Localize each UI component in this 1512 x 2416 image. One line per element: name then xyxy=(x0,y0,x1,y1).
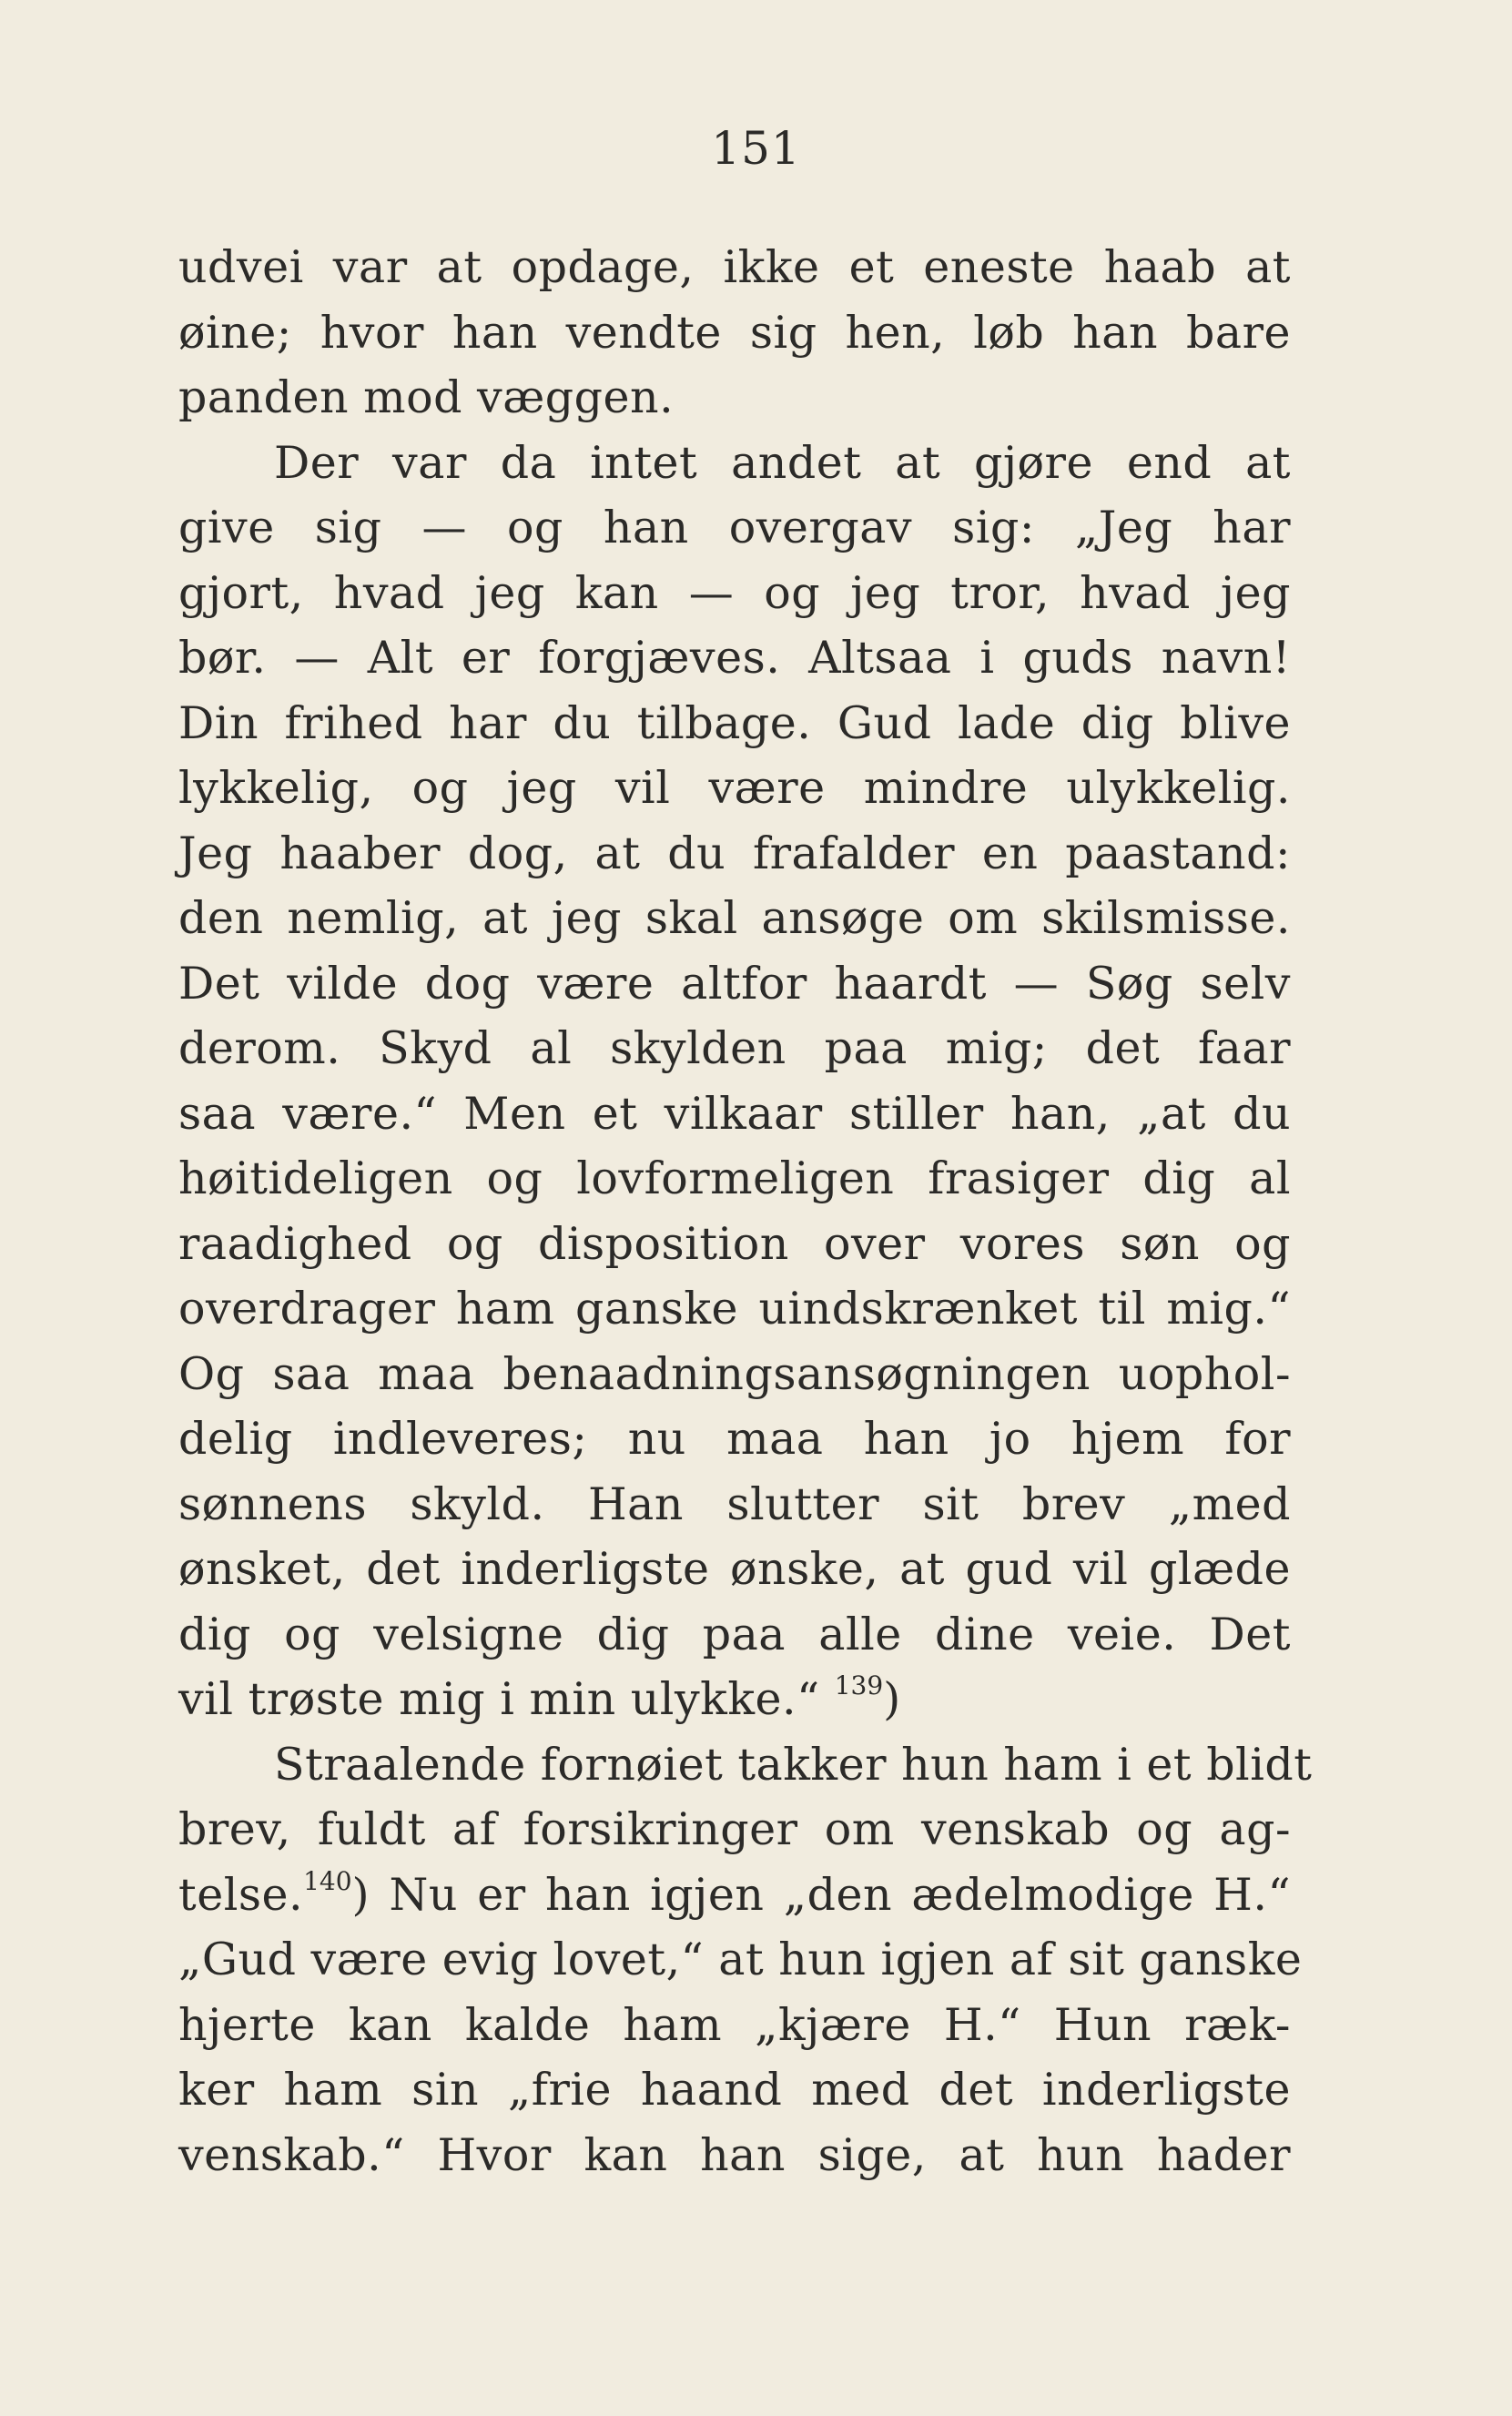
body-text xyxy=(178,235,1313,2188)
text-line: øine; hvor han vendte sig hen, løb han bare xyxy=(178,306,1291,359)
text-line-with-footnote xyxy=(178,1863,1291,1928)
text-line: delig indleveres; nu maa han jo hjem for xyxy=(178,1413,1291,1465)
text-line: brev, fuldt af forsikringer om venskab og ag- xyxy=(178,1803,1291,1855)
line-text-rest: ) Nu er han igjen „den ædelmodige H.“ xyxy=(351,1868,1291,1921)
text-line: udvei var at opdage, ikke et eneste haab at xyxy=(178,241,1291,293)
footnote-marker: 140 xyxy=(303,1865,352,1896)
text-line: hjerte kan kalde ham „kjære H.“ Hun ræk- xyxy=(178,1998,1291,2051)
text-line: bør. — Alt er forgjæves. Altsaa i guds navn! xyxy=(178,632,1291,684)
text-line: dig og velsigne dig paa alle dine veie. Det xyxy=(178,1608,1291,1660)
text-line: ker ham sin „frie haand med det inderligste xyxy=(178,2064,1291,2116)
footnote-marker: 139 xyxy=(834,1670,884,1700)
text-line: Straalende fornøiet takker hun ham i et blidt xyxy=(274,1738,1313,1791)
text-line-with-footnote xyxy=(178,1667,1291,1732)
text-line: den nemlig, at jeg skal ansøge om skilsmisse. xyxy=(178,892,1291,944)
text-line: derom. Skyd al skylden paa mig; det faar xyxy=(178,1022,1291,1074)
text-line: raadighed og disposition over vores søn og xyxy=(178,1217,1291,1270)
text-line: panden mod væggen. xyxy=(178,371,675,423)
line-text: vil trøste mig i min ulykke.“ xyxy=(178,1673,820,1725)
page-number: 151 xyxy=(711,122,801,175)
text-line: sønnens skyld. Han slutter sit brev „med xyxy=(178,1477,1291,1530)
text-line: saa være.“ Men et vilkaar stiller han, „at du xyxy=(178,1087,1291,1140)
text-line: give sig — og han overgav sig: „Jeg har xyxy=(178,502,1291,553)
text-line: gjort, hvad jeg kan — og jeg tror, hvad jeg xyxy=(178,566,1291,619)
text-line: venskab.“ Hvor kan han sige, at hun hader xyxy=(178,2128,1291,2181)
line-text: telse. xyxy=(178,1868,304,1921)
text-line: „Gud være evig lovet,“ at hun igjen af sit ganske xyxy=(178,1934,1303,1985)
text-line: overdrager ham ganske uindskrænket til mig.“ xyxy=(178,1283,1291,1335)
text-line: Det vilde dog være altfor haardt — Søg selv xyxy=(178,957,1291,1010)
text-line: Jeg haaber dog, at du frafalder en paastand: xyxy=(178,827,1291,879)
text-line: lykkelig, og jeg vil være mindre ulykkelig. xyxy=(178,762,1291,814)
text-line: Der var da intet andet at gjøre end at xyxy=(274,436,1291,489)
footnote-close: ) xyxy=(883,1673,901,1725)
text-line: høitideligen og lovformeligen frasiger dig al xyxy=(178,1152,1291,1204)
text-line: ønsket, det inderligste ønske, at gud vil glæde xyxy=(178,1543,1291,1595)
text-line: Og saa maa benaadningsansøgningen uophol- xyxy=(178,1347,1291,1400)
text-line: Din frihed har du tilbage. Gud lade dig blive xyxy=(178,696,1291,749)
